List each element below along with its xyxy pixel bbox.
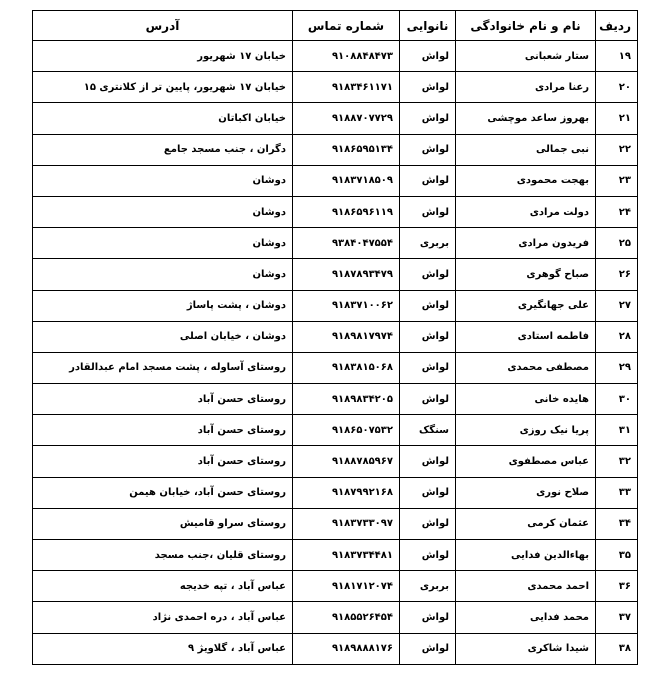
cell-phone: ۹۱۸۳۷۱۰۰۶۲ xyxy=(293,290,400,321)
cell-bakery: لواش xyxy=(400,321,456,352)
cell-name: هایده خانی xyxy=(456,384,596,415)
cell-index: ۲۹ xyxy=(596,352,638,383)
cell-address: خیابان ۱۷ شهریور xyxy=(33,41,293,72)
cell-address: دوشان xyxy=(33,228,293,259)
table-row xyxy=(33,41,638,72)
cell-phone: ۹۱۸۳۷۱۸۵۰۹ xyxy=(293,165,400,196)
cell-address: دگران ، جنب مسجد جامع xyxy=(33,134,293,165)
cell-bakery: بربری xyxy=(400,571,456,602)
cell-index: ۲۵ xyxy=(596,228,638,259)
cell-phone: ۹۱۸۳۷۳۳۰۹۷ xyxy=(293,508,400,539)
cell-address: دوشان ، پشت پاساژ xyxy=(33,290,293,321)
cell-name: نبی جمالی xyxy=(456,134,596,165)
table-row xyxy=(33,477,638,508)
table-body xyxy=(33,41,638,665)
cell-bakery: لواش xyxy=(400,384,456,415)
cell-index: ۳۸ xyxy=(596,633,638,664)
cell-phone: ۹۱۸۱۷۱۲۰۷۴ xyxy=(293,571,400,602)
cell-phone: ۹۱۸۶۵۹۶۱۱۹ xyxy=(293,196,400,227)
cell-phone: ۹۱۰۸۸۴۸۴۷۳ xyxy=(293,41,400,72)
cell-address: عباس آباد ، دره احمدی نژاد xyxy=(33,602,293,633)
header-index: ردیف xyxy=(596,11,638,41)
cell-phone: ۹۱۸۷۸۹۳۴۷۹ xyxy=(293,259,400,290)
cell-name: صلاح نوری xyxy=(456,477,596,508)
cell-address: روستای حسن آباد xyxy=(33,415,293,446)
cell-name: علی جهانگیری xyxy=(456,290,596,321)
cell-bakery: لواش xyxy=(400,259,456,290)
cell-phone: ۹۳۸۴۰۴۷۵۵۴ xyxy=(293,228,400,259)
cell-address: روستای حسن آباد xyxy=(33,384,293,415)
cell-address: خیابان اکباتان xyxy=(33,103,293,134)
table-row xyxy=(33,602,638,633)
cell-bakery: لواش xyxy=(400,290,456,321)
header-row xyxy=(33,11,638,41)
cell-index: ۳۲ xyxy=(596,446,638,477)
table-row xyxy=(33,134,638,165)
cell-name: عباس مصطفوی xyxy=(456,446,596,477)
table-row xyxy=(33,571,638,602)
cell-bakery: لواش xyxy=(400,540,456,571)
cell-address: دوشان ، خیابان اصلی xyxy=(33,321,293,352)
table-row xyxy=(33,415,638,446)
cell-phone: ۹۱۸۸۷۰۷۷۲۹ xyxy=(293,103,400,134)
cell-phone: ۹۱۸۶۵۰۷۵۳۲ xyxy=(293,415,400,446)
header-name: نام و نام خانوادگی xyxy=(456,11,596,41)
cell-index: ۲۷ xyxy=(596,290,638,321)
table-row xyxy=(33,321,638,352)
cell-index: ۳۳ xyxy=(596,477,638,508)
cell-bakery: لواش xyxy=(400,41,456,72)
cell-address: روستای حسن آباد xyxy=(33,446,293,477)
cell-phone: ۹۱۸۹۸۸۸۱۷۶ xyxy=(293,633,400,664)
cell-index: ۳۶ xyxy=(596,571,638,602)
cell-name: محمد فدایی xyxy=(456,602,596,633)
cell-address: دوشان xyxy=(33,165,293,196)
cell-bakery: سنگک xyxy=(400,415,456,446)
table-row xyxy=(33,508,638,539)
cell-bakery: لواش xyxy=(400,477,456,508)
cell-address: روستای سراو قامیش xyxy=(33,508,293,539)
table-row xyxy=(33,103,638,134)
bakery-contact-table xyxy=(32,10,638,665)
cell-bakery: لواش xyxy=(400,352,456,383)
cell-name: بهروز ساعد موچشی xyxy=(456,103,596,134)
cell-phone: ۹۱۸۸۷۸۵۹۶۷ xyxy=(293,446,400,477)
cell-bakery: لواش xyxy=(400,508,456,539)
table-row xyxy=(33,165,638,196)
table-row xyxy=(33,540,638,571)
cell-bakery: لواش xyxy=(400,196,456,227)
cell-name: شیدا شاکری xyxy=(456,633,596,664)
cell-index: ۲۴ xyxy=(596,196,638,227)
cell-phone: ۹۱۸۳۸۱۵۰۶۸ xyxy=(293,352,400,383)
cell-phone: ۹۱۸۶۵۹۵۱۳۴ xyxy=(293,134,400,165)
cell-address: خیابان ۱۷ شهریور، پایین تر از کلانتری ۱۵ xyxy=(33,72,293,103)
cell-address: دوشان xyxy=(33,196,293,227)
cell-bakery: لواش xyxy=(400,134,456,165)
cell-phone: ۹۱۸۹۸۳۴۲۰۵ xyxy=(293,384,400,415)
cell-index: ۲۰ xyxy=(596,72,638,103)
cell-name: احمد محمدی xyxy=(456,571,596,602)
cell-bakery: لواش xyxy=(400,103,456,134)
cell-index: ۱۹ xyxy=(596,41,638,72)
cell-name: بهاءالدین فدایی xyxy=(456,540,596,571)
table-row xyxy=(33,196,638,227)
cell-index: ۲۱ xyxy=(596,103,638,134)
cell-index: ۳۰ xyxy=(596,384,638,415)
cell-index: ۲۶ xyxy=(596,259,638,290)
cell-phone: ۹۱۸۵۵۲۶۴۵۴ xyxy=(293,602,400,633)
cell-bakery: بربری xyxy=(400,228,456,259)
table-row xyxy=(33,72,638,103)
cell-index: ۲۳ xyxy=(596,165,638,196)
table-row xyxy=(33,290,638,321)
table-row xyxy=(33,633,638,664)
table-row xyxy=(33,384,638,415)
cell-name: رعنا مرادی xyxy=(456,72,596,103)
cell-address: عباس آباد ، گلاویژ ۹ xyxy=(33,633,293,664)
cell-phone: ۹۱۸۷۹۹۲۱۶۸ xyxy=(293,477,400,508)
cell-address: روستای قلیان ،جنب مسجد xyxy=(33,540,293,571)
cell-name: بهجت محمودی xyxy=(456,165,596,196)
header-address: آدرس xyxy=(33,11,293,41)
table-row xyxy=(33,446,638,477)
table-row xyxy=(33,352,638,383)
cell-bakery: لواش xyxy=(400,165,456,196)
cell-bakery: لواش xyxy=(400,633,456,664)
cell-address: عباس آباد ، تپه خدیجه xyxy=(33,571,293,602)
cell-name: ستار شعبانی xyxy=(456,41,596,72)
cell-index: ۳۱ xyxy=(596,415,638,446)
cell-name: مصطفی محمدی xyxy=(456,352,596,383)
cell-address: روستای آساوله ، پشت مسجد امام عبدالقادر xyxy=(33,352,293,383)
cell-phone: ۹۱۸۳۷۳۴۴۸۱ xyxy=(293,540,400,571)
header-phone: شماره تماس xyxy=(293,11,400,41)
cell-name: عثمان کرمی xyxy=(456,508,596,539)
cell-index: ۳۵ xyxy=(596,540,638,571)
cell-address: روستای حسن آباد، خیابان هیمن xyxy=(33,477,293,508)
cell-name: دولت مرادی xyxy=(456,196,596,227)
header-bakery: نانوایی xyxy=(400,11,456,41)
table-row xyxy=(33,259,638,290)
cell-name: پریا نیک روزی xyxy=(456,415,596,446)
table-row xyxy=(33,228,638,259)
cell-phone: ۹۱۸۳۴۶۱۱۷۱ xyxy=(293,72,400,103)
cell-bakery: لواش xyxy=(400,602,456,633)
cell-bakery: لواش xyxy=(400,446,456,477)
cell-index: ۳۴ xyxy=(596,508,638,539)
cell-name: فاطمه استادی xyxy=(456,321,596,352)
cell-phone: ۹۱۸۹۸۱۷۹۷۴ xyxy=(293,321,400,352)
cell-address: دوشان xyxy=(33,259,293,290)
cell-index: ۲۸ xyxy=(596,321,638,352)
cell-name: فریدون مرادی xyxy=(456,228,596,259)
cell-index: ۳۷ xyxy=(596,602,638,633)
cell-name: صباح گوهری xyxy=(456,259,596,290)
cell-index: ۲۲ xyxy=(596,134,638,165)
cell-bakery: لواش xyxy=(400,72,456,103)
